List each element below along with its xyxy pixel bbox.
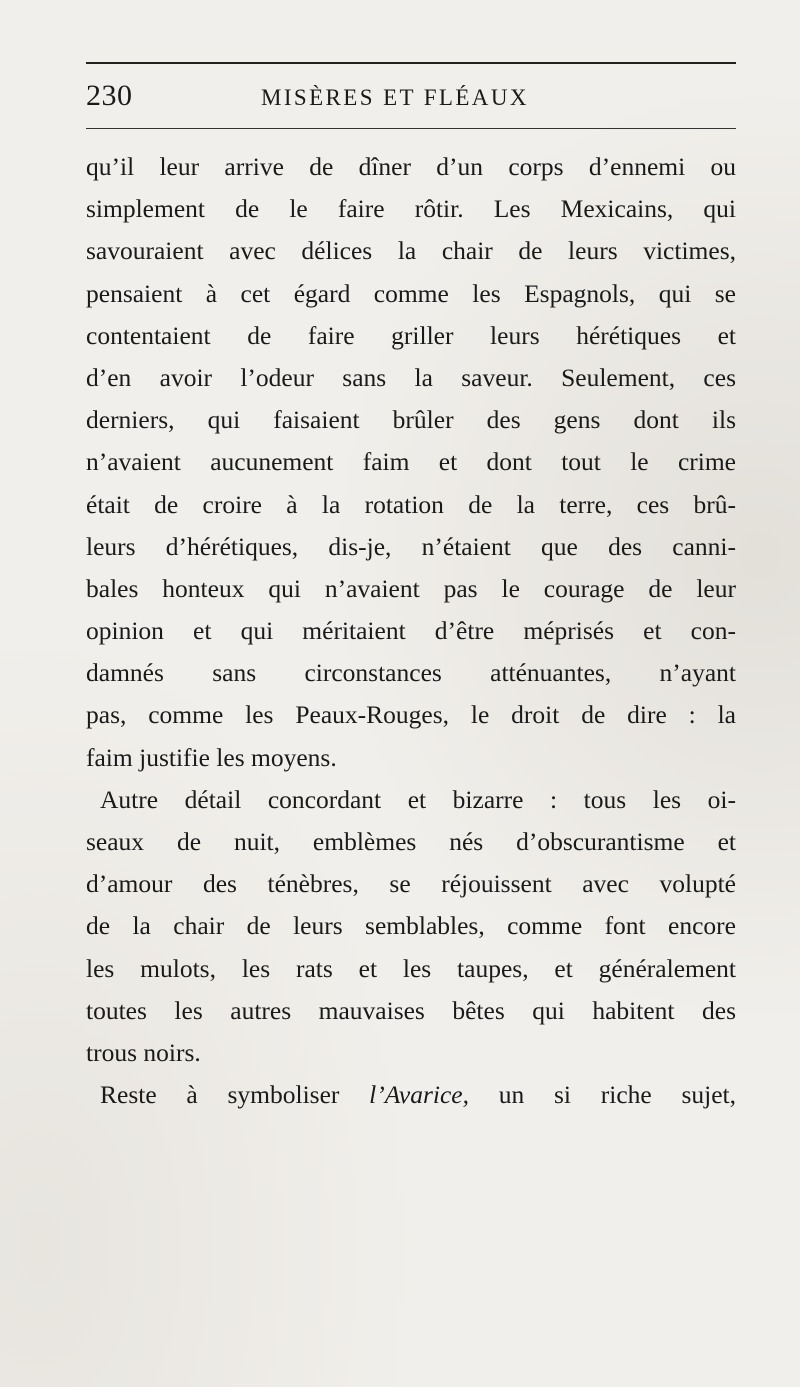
header-bottom-rule bbox=[86, 128, 736, 129]
text-line: derniers, qui faisaient brûler des gens dont ils bbox=[86, 405, 736, 435]
text-line-paragraph-end: trous noirs. bbox=[86, 1037, 201, 1067]
text-line: savouraient avec délices la chair de leurs victimes, bbox=[86, 236, 736, 266]
text-run: Reste à symboliser bbox=[100, 1080, 370, 1110]
text-line: contentaient de faire griller leurs hérétiques et bbox=[86, 320, 736, 350]
text-run: un si riche sujet, bbox=[468, 1080, 736, 1110]
italic-term: l’Avarice, bbox=[369, 1080, 469, 1110]
text-line: était de croire à la rotation de la terre, ces brû- bbox=[86, 489, 736, 519]
header-top-rule bbox=[86, 62, 736, 64]
text-line-paragraph-start bbox=[86, 1074, 736, 1116]
text-line: pensaient à cet égard comme les Espagnols, qui se bbox=[86, 278, 736, 308]
text-line: seaux de nuit, emblèmes nés d’obscurantisme et bbox=[86, 827, 736, 856]
text-line: simplement de le faire rôtir. Les Mexicains, qui bbox=[86, 194, 736, 224]
text-line: d’amour des ténèbres, se réjouissent avec volupté bbox=[86, 869, 736, 899]
page-number: 230 bbox=[86, 79, 133, 112]
text-line: pas, comme les Peaux-Rouges, le droit de dire : la bbox=[86, 700, 736, 730]
text-line: de la chair de leurs semblables, comme font encore bbox=[86, 911, 736, 941]
text-line-paragraph-end: faim justifie les moyens. bbox=[86, 742, 337, 772]
text-line: bales honteux qui n’avaient pas le courage de leur bbox=[86, 573, 736, 603]
text-line-paragraph-start: Autre détail concordant et bizarre : tous les oi- bbox=[100, 784, 736, 814]
text-line: n’avaient aucunement faim et dont tout le crime bbox=[86, 447, 736, 477]
running-title: MISÈRES ET FLÉAUX bbox=[261, 85, 529, 110]
text-line: toutes les autres mauvaises bêtes qui habitent des bbox=[86, 995, 736, 1025]
running-header bbox=[86, 76, 736, 116]
text-line: opinion et qui méritaient d’être méprisés et con- bbox=[86, 616, 736, 646]
text-line: qu’il leur arrive de dîner d’un corps d’ennemi ou bbox=[86, 152, 736, 181]
body-text bbox=[86, 146, 736, 1116]
text-line: leurs d’hérétiques, dis-je, n’étaient que des canni- bbox=[86, 531, 736, 561]
text-line: les mulots, les rats et les taupes, et généralement bbox=[86, 953, 736, 983]
text-line: d’en avoir l’odeur sans la saveur. Seulement, ces bbox=[86, 362, 736, 392]
text-line: damnés sans circonstances atténuantes, n’ayant bbox=[86, 658, 736, 688]
